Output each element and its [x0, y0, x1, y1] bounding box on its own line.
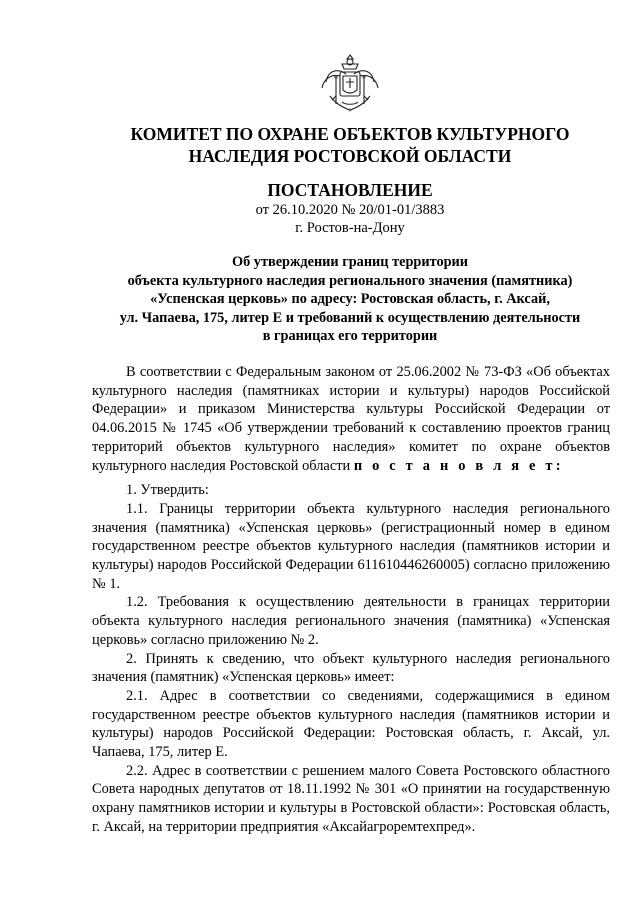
document-type: ПОСТАНОВЛЕНИЕ: [267, 180, 433, 200]
subject-line: ул. Чапаева, 175, литер Е и требований к осуществлению деятельности: [119, 309, 581, 326]
subject-line: Об утверждении границ территории: [231, 254, 469, 270]
preamble-text: В соответствии с Федеральным законом от 25.06.2002 № 73-ФЗ «Об объектах культурного наследия (памятниках истории и культуры) народов Российской Федерации» и приказом Министерства культуры Российской Федерации от 04.06.2015 № 1745 «Об утверждении требований к составлению проектов границ территорий объектов культурного наследия» комитет по охране объектов культурного наследия Ростовской области: [92, 364, 610, 474]
document-date-number: от 26.10.2020 № 20/01-01/3883: [255, 202, 445, 218]
preamble-paragraph: [92, 363, 610, 475]
clause-1-1: 1.1. Границы территории объекта культурного наследия регионального значения (памятника) «Успенская церковь» (регистрационный номер в едином государственном реестре объектов культурного наследия (памятников истории и культуры) народов Российской Федерации 611610446260005) согласно приложению № 1.: [92, 500, 610, 592]
coat-of-arms-icon: [318, 52, 382, 114]
organization-name: [90, 123, 610, 167]
clause-2-1: 2.1. Адрес в соответствии со сведениями, содержащимися в едином государственном реестре объектов культурного наследия (памятников истории и культуры) народов Российской Федерации: Ростовская область, г. Аксай, ул. Чапаева, 175, литер Е.: [92, 687, 610, 761]
document-city: г. Ростов-на-Дону: [295, 220, 405, 236]
document-body: [92, 363, 610, 837]
subject-line: в границах его территории: [262, 328, 438, 345]
clause-1-2: 1.2. Требования к осуществлению деятельности в границах территории объекта культурного наследия регионального значения (памятника) «Успенская церковь» согласно приложению № 2.: [92, 594, 610, 648]
document-subject: [108, 253, 592, 346]
clause-2-2: 2.2. Адрес в соответствии с решением малого Совета Ростовского областного Совета народных депутатов от 18.11.1992 № 301 «О принятии на государственную охрану памятников истории и культуры в Ростовской области»: Ростовская область, г. Аксай, на территории предприятия «Аксайагроремтехпред».: [92, 762, 610, 835]
organization-name-line-1: КОМИТЕТ ПО ОХРАНЕ ОБЪЕКТОВ КУЛЬТУРНОГО: [130, 124, 570, 144]
organization-name-line-2: НАСЛЕДИЯ РОСТОВСКОЙ ОБЛАСТИ: [188, 146, 512, 166]
subject-line: объекта культурного наследия регионального значения (памятника): [127, 272, 573, 289]
clause-2: 2. Принять к сведению, что объект культурного наследия регионального значения (памятник) «Успенская церковь» имеет:: [92, 650, 610, 686]
decree-word: п о с т а н о в л я е т:: [353, 457, 564, 474]
subject-line: «Успенская церковь» по адресу: Ростовская область, г. Аксай,: [150, 291, 550, 308]
clause-1: 1. Утвердить:: [126, 482, 209, 499]
document-meta: [90, 201, 610, 237]
